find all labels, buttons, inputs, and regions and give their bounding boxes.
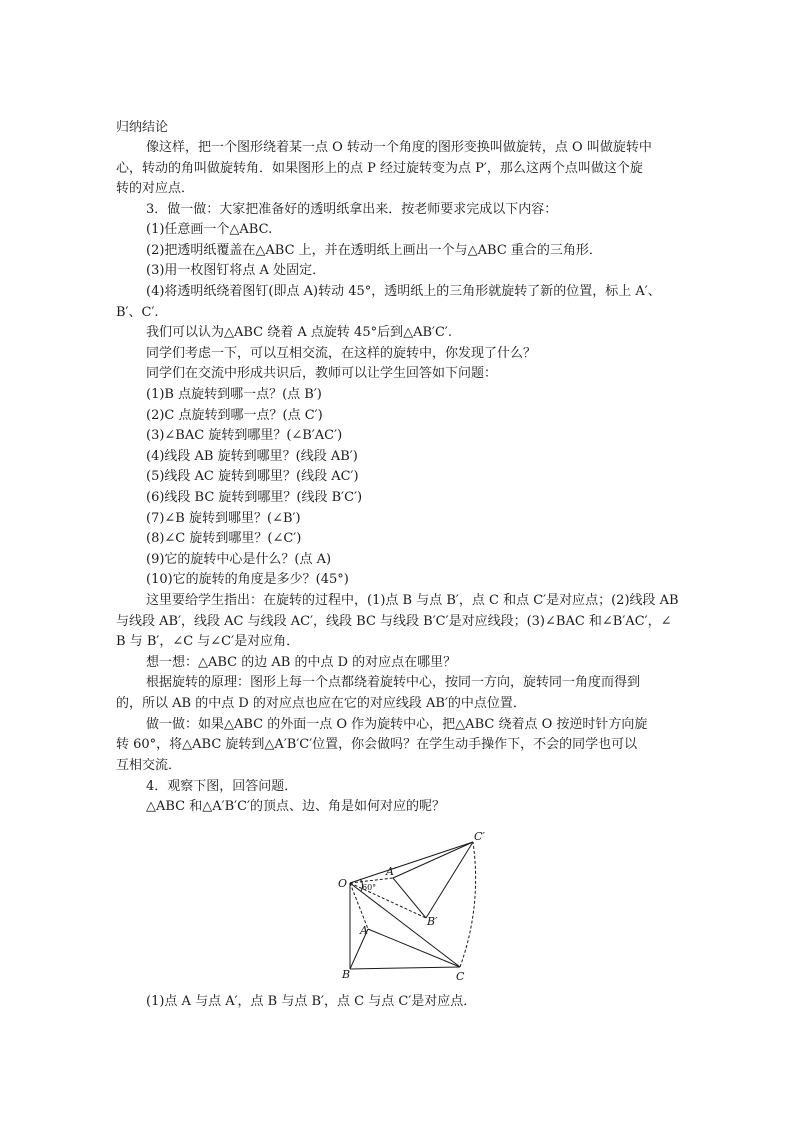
list-item: (6)线段 BC 旋转到哪里？(线段 B′C′)	[146, 490, 363, 505]
label-O: O	[338, 877, 348, 890]
paragraph-line: 转 60°，将△ABC 旋转到△A′B′C′位置，你会做吗？在学生动手操作下，不会的同学也可以	[116, 737, 638, 752]
paragraph-line: B 与 B′，∠C 与∠C′是对应角．	[116, 634, 300, 649]
paragraph-line: 我们可以认为△ABC 绕着 A 点旋转 45°后到△AB′C′.	[146, 325, 453, 340]
paragraph-line: 同学们考虑一下，可以互相交流，在这样的旋转中，你发现了什么？	[146, 346, 537, 361]
segment-B1C1	[426, 842, 473, 918]
paragraph-line: 做一做：如果△ABC 的外面一点 O 作为旋转中心，把△ABC 绕着点 O 按逆时针方向旋	[146, 717, 648, 732]
label-C: C	[456, 970, 465, 983]
label-B: B	[342, 968, 351, 981]
label-A-prime: A′	[386, 865, 397, 878]
paragraph-line: 互相交流．	[116, 758, 182, 773]
segment-BC	[350, 967, 460, 969]
section-heading: 归纳结论	[116, 120, 169, 135]
paragraph-line: 转的对应点．	[116, 181, 195, 196]
label-B-prime: B′	[427, 915, 438, 928]
label-angle: 60°	[362, 883, 377, 892]
segment-OC1	[350, 842, 473, 883]
paragraph-line: 3．做一做：大家把准备好的透明纸拿出来．按老师要求完成以下内容：	[146, 202, 558, 217]
segment-A1B1	[393, 878, 426, 918]
paragraph-line: 根据旋转的原理：图形上每一个点都绕着旋转中心，按同一方向，旋转同一角度而得到	[146, 675, 641, 690]
segment-AC	[368, 929, 460, 967]
segment-A1C1	[393, 842, 473, 878]
list-item: (1)点 A 与点 A′，点 B 与点 B′，点 C 与点 C′是对应点．	[146, 994, 477, 1009]
list-item: (4)将透明纸绕着图钉(即点 A)转动 45°，透明纸上的三角形就旋转了新的位置，标上 A′、	[146, 284, 661, 299]
list-item: (5)线段 AC 旋转到哪里？(线段 AC′)	[146, 469, 359, 484]
paragraph-line: 的，所以 AB 的中点 D 的对应点也应在它的对应线段 AB′的中点位置．	[116, 696, 526, 711]
label-C-prime: C′	[474, 830, 485, 843]
paragraph-line: 像这样，把一个图形绕着某一点 O 转动一个角度的图形变换叫做旋转，点 O 叫做旋转中	[146, 140, 652, 155]
dashed-arc-CC1	[460, 842, 476, 967]
list-item: (2)C 点旋转到哪一点？(点 C′)	[146, 408, 323, 423]
list-item: (8)∠C 旋转到哪里？(∠C′)	[146, 531, 302, 546]
paragraph-line: 想一想：△ABC 的边 AB 的中点 D 的对应点在哪里？	[146, 655, 457, 670]
paragraph-line: 4．观察下图，回答问题．	[146, 779, 298, 794]
rotation-diagram	[330, 826, 490, 986]
paragraph-line: 这里要给学生指出：在旋转的过程中，(1)点 B 与点 B′，点 C 和点 C′是对应点；(2)线段 AB	[146, 593, 679, 608]
list-item: (1)任意画一个△ABC.	[146, 222, 273, 237]
paragraph-line: 同学们在交流中形成共识后，教师可以让学生回答如下问题：	[146, 366, 498, 381]
list-item: (3)用一枚图钉将点 A 处固定．	[146, 263, 326, 278]
rotation-diagram-svg	[330, 826, 490, 986]
list-item: (7)∠B 旋转到哪里？(∠B′)	[146, 511, 301, 526]
list-item: (4)线段 AB 旋转到哪里？(线段 AB′)	[146, 449, 358, 464]
list-item: (2)把透明纸覆盖在△ABC 上，并在透明纸上画出一个与△ABC 重合的三角形．	[146, 243, 602, 258]
paragraph-line: B′、C′.	[116, 305, 159, 320]
list-item: (9)它的旋转中心是什么？(点 A)	[146, 552, 332, 567]
list-item: (3)∠BAC 旋转到哪里？(∠B′AC′)	[146, 428, 343, 443]
label-A: A	[360, 924, 368, 937]
list-item: (1)B 点旋转到哪一点？(点 B′)	[146, 387, 322, 402]
list-item: (10)它的旋转的角度是多少？(45°)	[146, 572, 349, 587]
paragraph-line: 心，转动的角叫做旋转角．如果图形上的点 P 经过旋转变为点 P′，那么这两个点叫做这个旋	[116, 161, 643, 176]
paragraph-line: △ABC 和△A′B′C′的顶点、边、角是如何对应的呢？	[146, 799, 446, 814]
paragraph-line: 与线段 AB′，线段 AC 与线段 AC′，线段 BC 与线段 B′C′是对应线段；(3)∠BAC 和∠B′AC′，∠	[116, 614, 672, 629]
